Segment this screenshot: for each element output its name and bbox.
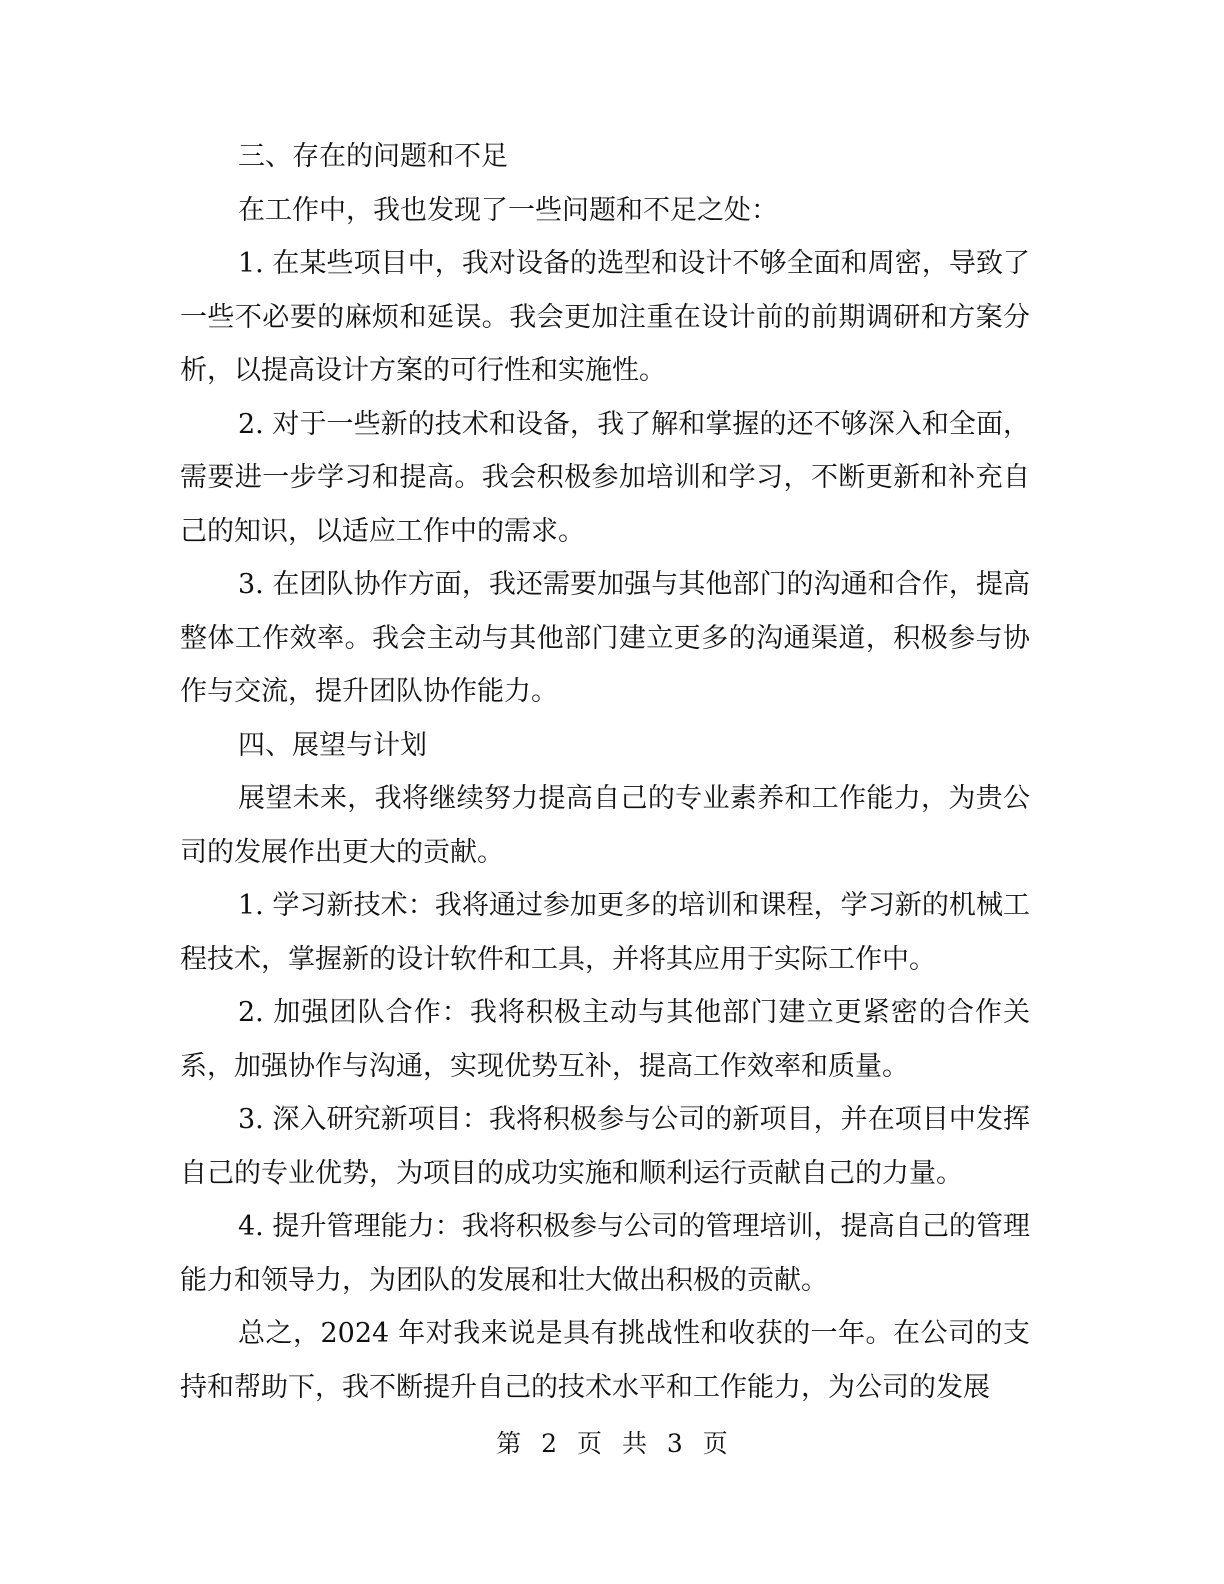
section-heading-outlook: 四、展望与计划 xyxy=(238,729,427,761)
paragraph-outlook-intro: 展望未来，我将继续努力提高自己的专业素养和工作能力，为贵公司的发展作出更大的贡献。 xyxy=(180,783,1030,868)
paragraph-problem-2: 2. 对于一些新的技术和设备，我了解和掌握的还不够深入和全面，需要进一步学习和提高。我会积极参加培训和学习，不断更新和补充自己的知识，以适应工作中的需求。 xyxy=(180,408,1030,547)
paragraph-problem-1: 1. 在某些项目中，我对设备的选型和设计不够全面和周密，导致了一些不必要的麻烦和延误。我会更加注重在设计前的前期调研和方案分析，以提高设计方案的可行性和实施性。 xyxy=(180,248,1030,386)
paragraph-plan-4: 4. 提升管理能力：我将积极参与公司的管理培训，提高自己的管理能力和领导力，为团队的发展和壮大做出积极的贡献。 xyxy=(180,1211,1030,1296)
paragraph-plan-2: 2. 加强团队合作：我将积极主动与其他部门建立更紧密的合作关系，加强协作与沟通，实现优势互补，提高工作效率和质量。 xyxy=(180,997,1030,1082)
paragraph-summary: 总之，2024 年对我来说是具有挑战性和收获的一年。在公司的支持和帮助下，我不断提升自己的技术水平和工作能力，为公司的发展 xyxy=(180,1318,1030,1403)
section-heading-problems: 三、存在的问题和不足 xyxy=(238,141,508,172)
paragraph-plan-3: 3. 深入研究新项目：我将积极参与公司的新项目，并在项目中发挥自己的专业优势，为项目的成功实施和顺利运行贡献自己的力量。 xyxy=(180,1104,1030,1189)
paragraph-problems-intro: 在工作中，我也发现了一些问题和不足之处： xyxy=(238,194,778,226)
paragraph-problem-3: 3. 在团队协作方面，我还需要加强与其他部门的沟通和合作，提高整体工作效率。我会主动与其他部门建立更多的沟通渠道，积极参与协作与交流，提升团队协作能力。 xyxy=(180,569,1030,707)
document-body xyxy=(180,130,1030,1414)
paragraph-plan-1: 1. 学习新技术：我将通过参加更多的培训和课程，学习新的机械工程技术，掌握新的设计软件和工具，并将其应用于实际工作中。 xyxy=(180,890,1030,975)
page-number-footer: 第 2 页 共 3 页 xyxy=(496,1429,728,1458)
